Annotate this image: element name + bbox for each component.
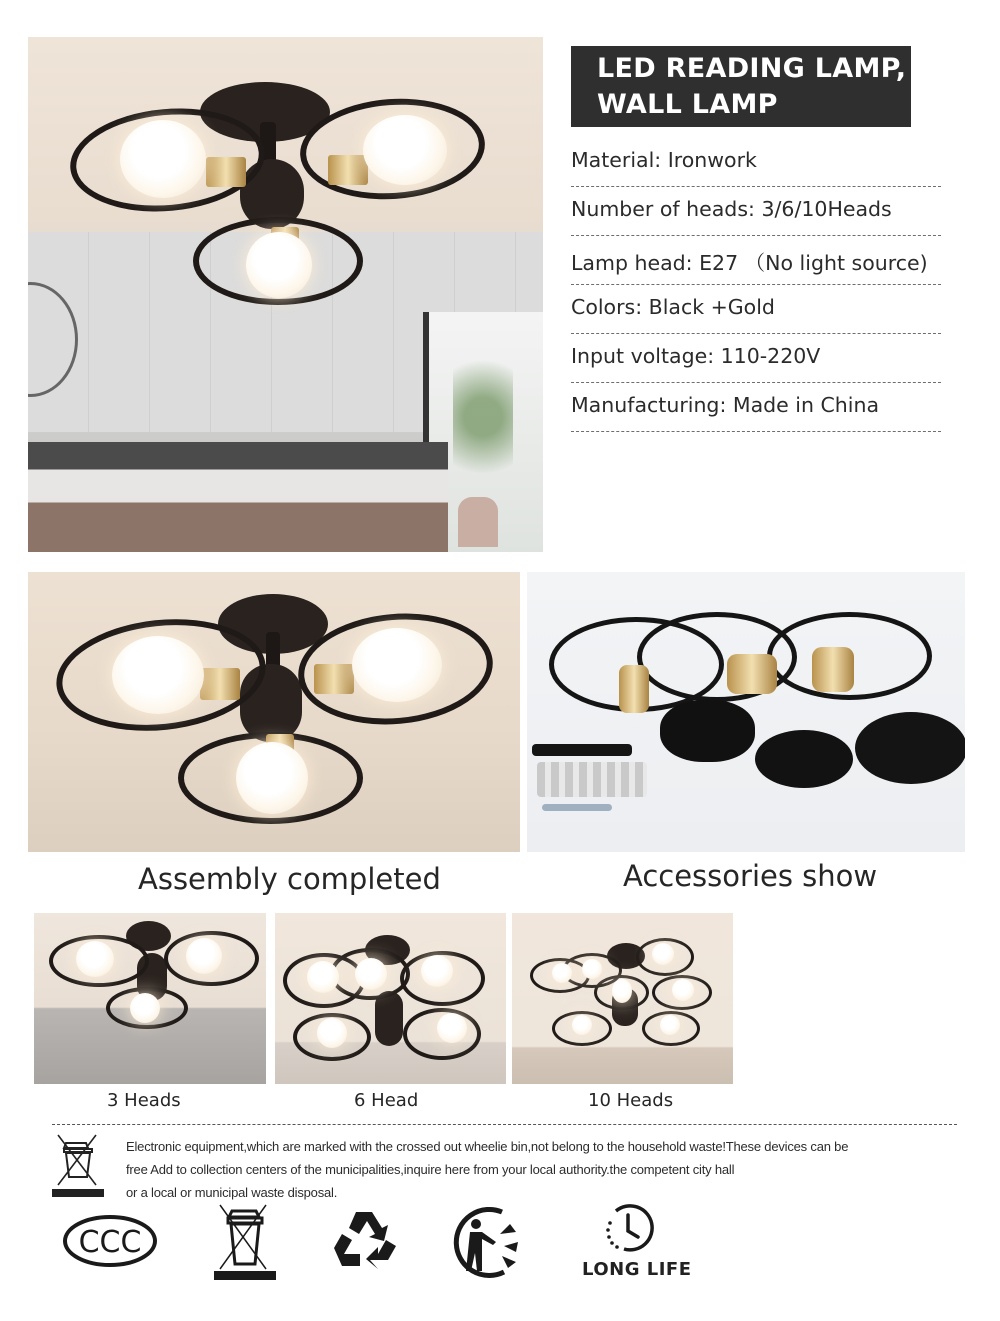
product-title-line-1: LED READING LAMP, xyxy=(597,53,907,84)
weee-notice-line-1: Electronic equipment,which are marked with the crossed out wheelie bin,not belong to the household waste!These devices can be xyxy=(126,1139,849,1154)
weee-notice-line-3: or a local or municipal waste disposal. xyxy=(126,1185,338,1200)
weee-crossed-bin-large-icon xyxy=(212,1203,278,1281)
caption-10-heads: 10 Heads xyxy=(588,1090,674,1111)
spec-number-of-heads xyxy=(571,187,941,236)
spec-material xyxy=(571,138,941,187)
ceiling-lamp-3-head xyxy=(28,37,543,337)
spec-manufacturing xyxy=(571,383,941,432)
ceiling-lamp-3-head xyxy=(28,572,520,852)
indoor-plant xyxy=(453,357,513,507)
svg-text:CCC: CCC xyxy=(78,1225,142,1260)
spec-input-voltage xyxy=(571,334,941,383)
spec-lamp-head xyxy=(571,236,941,285)
caption-assembly-completed: Assembly completed xyxy=(138,862,441,896)
spec-label: Lamp head: xyxy=(571,251,693,275)
spec-list xyxy=(571,138,941,432)
spec-label: Manufacturing: xyxy=(571,393,727,417)
spec-value: Made in China xyxy=(732,393,880,417)
spec-value: 110-220V xyxy=(720,344,821,368)
section-divider xyxy=(52,1124,957,1125)
long-life-label: LONG LIFE xyxy=(582,1259,692,1280)
spec-colors xyxy=(571,285,941,334)
caption-accessories-show: Accessories show xyxy=(623,859,878,893)
caption-6-head: 6 Head xyxy=(354,1090,419,1111)
long-life-clock-icon xyxy=(602,1203,656,1255)
spec-value: Black +Gold xyxy=(648,295,775,319)
dispose-properly-tidyman-icon xyxy=(452,1204,530,1278)
spec-label: Number of heads: xyxy=(571,197,755,221)
product-title-line-2: WALL LAMP xyxy=(597,89,778,120)
weee-disposal-notice xyxy=(126,1135,956,1204)
variant-photo-3-heads xyxy=(34,913,266,1084)
wrench xyxy=(542,804,612,811)
ccc-certification-icon xyxy=(62,1214,158,1268)
spec-value: E27 （No light source) xyxy=(699,251,928,275)
spec-value: Ironwork xyxy=(667,148,757,172)
caption-3-heads: 3 Heads xyxy=(107,1090,181,1111)
weee-notice-line-2: free Add to collection centers of the municipalities,inquire here from your local authority.the competent city hall xyxy=(126,1162,735,1177)
recycle-icon xyxy=(330,1208,400,1276)
accessories-photo xyxy=(527,572,965,852)
assembly-completed-photo xyxy=(28,572,520,852)
spec-label: Colors: xyxy=(571,295,643,319)
bed xyxy=(28,442,448,552)
stool xyxy=(458,497,498,547)
canopy-cup xyxy=(660,700,755,762)
product-title-banner xyxy=(571,46,911,127)
weee-crossed-bin-icon xyxy=(52,1133,104,1199)
base-plate-large xyxy=(855,712,965,784)
base-plate-small xyxy=(755,730,853,788)
mounting-tube xyxy=(532,744,632,756)
variant-photo-6-head xyxy=(275,913,506,1084)
spec-label: Input voltage: xyxy=(571,344,715,368)
hero-product-photo xyxy=(28,37,543,552)
variant-photo-10-heads xyxy=(512,913,733,1084)
spec-label: Material: xyxy=(571,148,662,172)
screws-and-washers xyxy=(537,762,647,797)
spec-value: 3/6/10Heads xyxy=(761,197,892,221)
